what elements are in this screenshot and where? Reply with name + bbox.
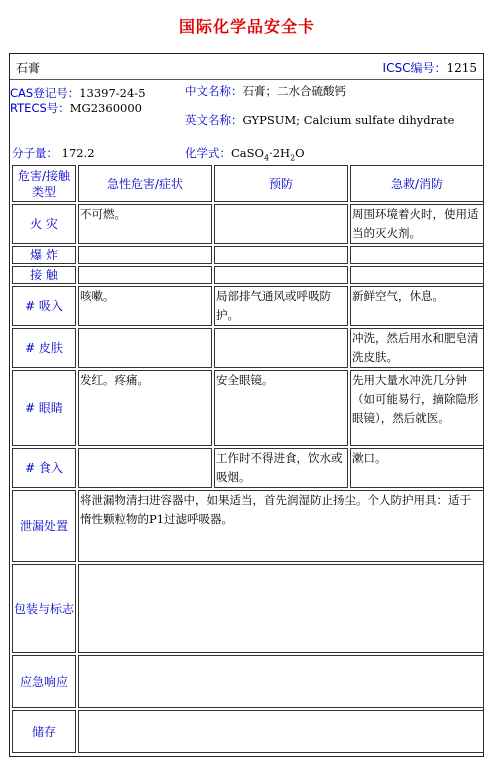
- molecular-weight-value: 172.2: [61, 146, 95, 160]
- header-prevention: 预防: [214, 165, 348, 202]
- section-text-storage: [78, 710, 484, 753]
- inhalation-symptom: 咳嗽。: [78, 286, 212, 326]
- explosion-symptom: [78, 246, 212, 264]
- exposure-prevention: [214, 266, 348, 284]
- row-type-eyes: # 眼睛: [12, 370, 76, 446]
- row-type-exposure: 接 触: [12, 266, 76, 284]
- ingestion-symptom: [78, 448, 212, 488]
- fire-symptom: 不可燃。: [78, 204, 212, 244]
- section-label-spill: 泄漏处置: [12, 490, 76, 562]
- row-type-skin: # 皮肤: [12, 328, 76, 368]
- chinese-name-value: 石膏；二水合硫酸钙: [242, 84, 346, 98]
- rtecs-label: RTECS号：: [10, 101, 70, 115]
- exposure-symptom: [78, 266, 212, 284]
- ingestion-aid: 漱口。: [350, 448, 484, 488]
- section-row-emergency: [12, 655, 484, 708]
- row-type-ingestion: # 食入: [12, 448, 76, 488]
- skin-symptom: [78, 328, 212, 368]
- exposure-aid: [350, 266, 484, 284]
- table-row: [12, 370, 484, 446]
- section-label-packaging: 包装与标志: [12, 564, 76, 653]
- row-type-inhalation: # 吸入: [12, 286, 76, 326]
- table-row: [12, 448, 484, 488]
- chinese-name-label: 中文名称：: [185, 84, 243, 98]
- table-row: [12, 286, 484, 326]
- eyes-prevention: 安全眼镜。: [214, 370, 348, 446]
- fire-prevention: [214, 204, 348, 244]
- formula-label: 化学式：: [185, 146, 231, 160]
- chemical-name: 石膏: [16, 61, 41, 75]
- cas-number: [10, 85, 146, 101]
- table-header-row: [12, 165, 484, 202]
- explosion-prevention: [214, 246, 348, 264]
- header-symptoms: 急性危害/症状: [78, 165, 212, 202]
- inhalation-prevention: 局部排气通风或呼吸防护。: [214, 286, 348, 326]
- section-text-packaging: [78, 564, 484, 653]
- page-title: 国际化学品安全卡: [178, 17, 315, 36]
- icsc-number: [383, 59, 477, 76]
- row-type-fire: 火 灾: [12, 204, 76, 244]
- rtecs-number: [10, 100, 142, 116]
- section-label-storage: 储存: [12, 710, 76, 753]
- safety-card: [9, 53, 484, 757]
- eyes-symptom: 发红。疼痛。: [78, 370, 212, 446]
- section-text-emergency: [78, 655, 484, 708]
- table-row: [12, 328, 484, 368]
- cas-value: 13397-24-5: [79, 86, 146, 100]
- english-name: [185, 112, 454, 128]
- section-text-spill: 将泄漏物清扫进容器中，如果适当，首先润湿防止扬尘。个人防护用具：适于惰性颗粒物的P1过滤呼吸器。: [78, 490, 484, 562]
- section-row-packaging: [12, 564, 484, 653]
- table-row: [12, 246, 484, 264]
- molecular-weight-label: 分子量：: [12, 146, 58, 160]
- table-row: [12, 204, 484, 244]
- section-label-emergency: 应急响应: [12, 655, 76, 708]
- icsc-label: ICSC编号：: [382, 61, 447, 75]
- english-name-label: 英文名称：: [185, 113, 243, 127]
- english-name-value: GYPSUM; Calcium sulfate dihydrate: [242, 113, 455, 127]
- header-first-aid: 急救/消防: [350, 165, 484, 202]
- molecular-weight: [12, 145, 95, 161]
- fire-aid: 周围环境着火时，使用适当的灭火剂。: [350, 204, 484, 244]
- eyes-aid: 先用大量水冲洗几分钟（如可能易行，摘除隐形眼镜），然后就医。: [350, 370, 484, 446]
- header-hazard-type: 危害/接触类型: [12, 165, 76, 202]
- icsc-value: 1215: [446, 61, 477, 75]
- inhalation-aid: 新鲜空气，休息。: [350, 286, 484, 326]
- row-type-explosion: 爆 炸: [12, 246, 76, 264]
- rtecs-value: MG2360000: [69, 101, 142, 115]
- skin-aid: 冲洗，然后用水和肥皂清洗皮肤。: [350, 328, 484, 368]
- section-row-storage: [12, 710, 484, 753]
- chemical-formula: [185, 145, 305, 162]
- chinese-name: [185, 83, 346, 99]
- table-row: [12, 266, 484, 284]
- formula-value: $CaSO_4\cdot 2H_2O$: [231, 146, 305, 163]
- hazard-table: [10, 163, 486, 755]
- skin-prevention: [214, 328, 348, 368]
- section-row-spill: [12, 490, 484, 562]
- cas-label: CAS登记号：: [10, 86, 80, 100]
- explosion-aid: [350, 246, 484, 264]
- card-header: [10, 54, 483, 80]
- ingestion-prevention: 工作时不得进食，饮水或吸烟。: [214, 448, 348, 488]
